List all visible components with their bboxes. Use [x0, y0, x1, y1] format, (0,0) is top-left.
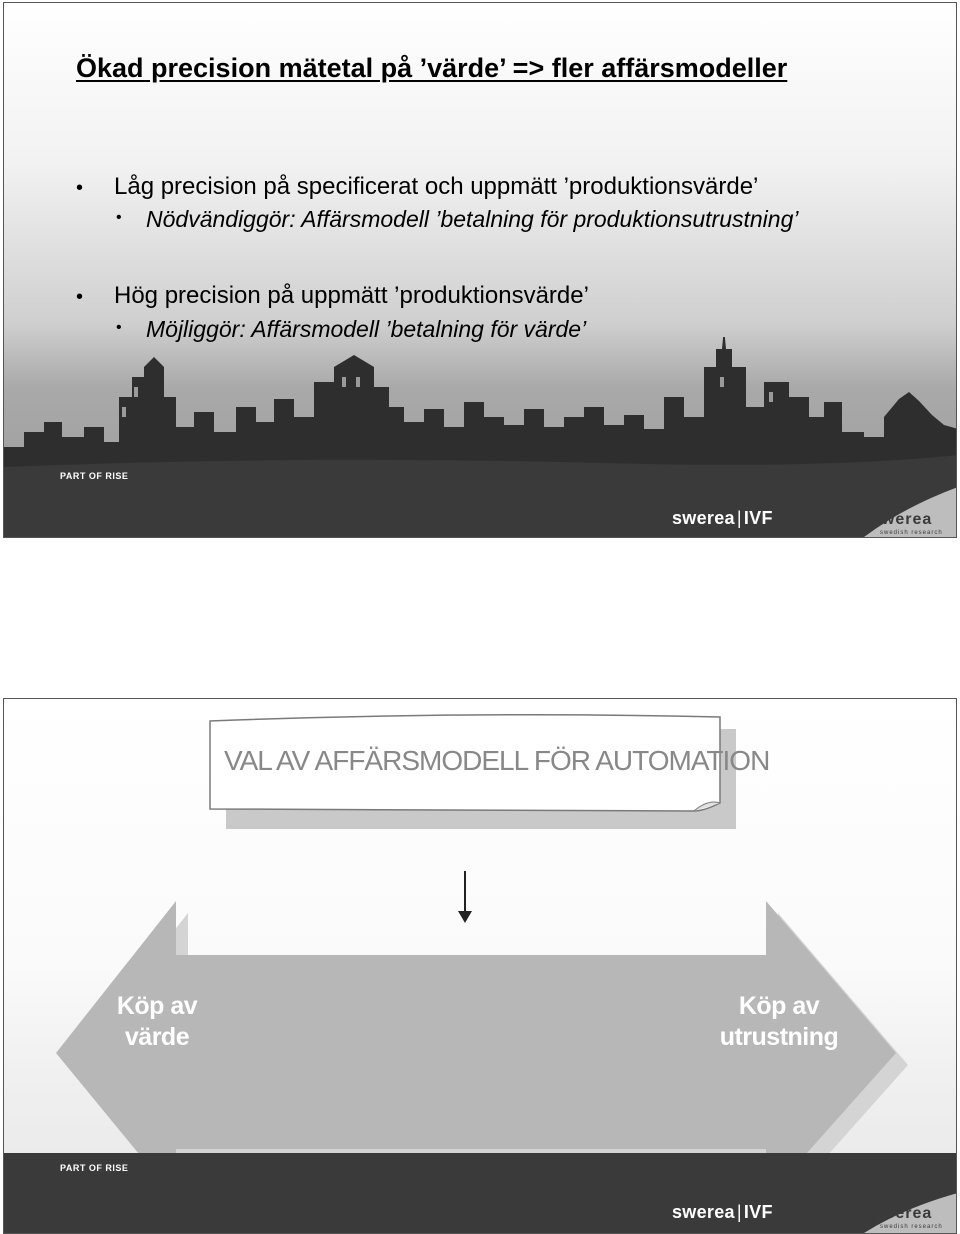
bullet-dot: •: [76, 177, 84, 199]
sub-bullet-dot: •: [116, 319, 122, 336]
city-skyline-illustration: [4, 337, 957, 537]
footer-band: [4, 1153, 957, 1233]
right-arrow-label: [704, 991, 854, 1053]
swerea-logo-text: swerea: [672, 508, 735, 528]
sub-bullet-dot: •: [116, 209, 122, 226]
sub-bullet-necessitates: Nödvändiggör: Affärsmodell ’betalning för produktionsutrustning’: [146, 206, 799, 232]
business-model-title: VAL AV AFFÄRSMODELL FÖR AUTOMATION: [224, 745, 770, 776]
part-of-rise-text: PART OF RISE: [60, 1163, 129, 1173]
bullet-dot: •: [76, 286, 84, 308]
left-arrow-label: [92, 991, 222, 1053]
sub-bullet-enables: Möjliggör: Affärsmodell ’betalning för värde’: [146, 316, 587, 342]
bullet-low-precision: Låg precision på specificerat och uppmätt ’produktionsvärde’: [114, 173, 759, 200]
ivf-logo-text: IVF: [743, 508, 773, 528]
right-label-line-1: Köp av: [738, 992, 820, 1020]
swerea-ivf-logo: [672, 1202, 773, 1223]
logo-separator: |: [736, 508, 742, 528]
swerea-corner-logo: swerea: [872, 1205, 933, 1222]
swerea-logo-text: swerea: [672, 1202, 735, 1222]
slide-title: Ökad precision mätetal på ’värde’ => fler affärsmodeller: [76, 53, 788, 83]
left-label-line-1: Köp av: [116, 992, 198, 1020]
ivf-logo-text: IVF: [743, 1202, 773, 1222]
swerea-tagline: swedish research: [880, 1224, 943, 1230]
left-label-line-2: värde: [124, 1023, 190, 1051]
swerea-ivf-logo: [672, 508, 773, 529]
slide-1: [3, 2, 957, 538]
right-label-line-2: utrustning: [719, 1023, 839, 1051]
logo-separator: |: [736, 1202, 742, 1222]
down-arrow-head: [458, 911, 472, 923]
slide-2: [3, 698, 957, 1234]
swerea-tagline: swedish research: [880, 530, 943, 536]
bullet-high-precision: Hög precision på uppmätt ’produktionsvärde’: [114, 282, 589, 309]
swerea-corner-logo: swerea: [872, 511, 933, 528]
part-of-rise-text: PART OF RISE: [60, 471, 129, 481]
